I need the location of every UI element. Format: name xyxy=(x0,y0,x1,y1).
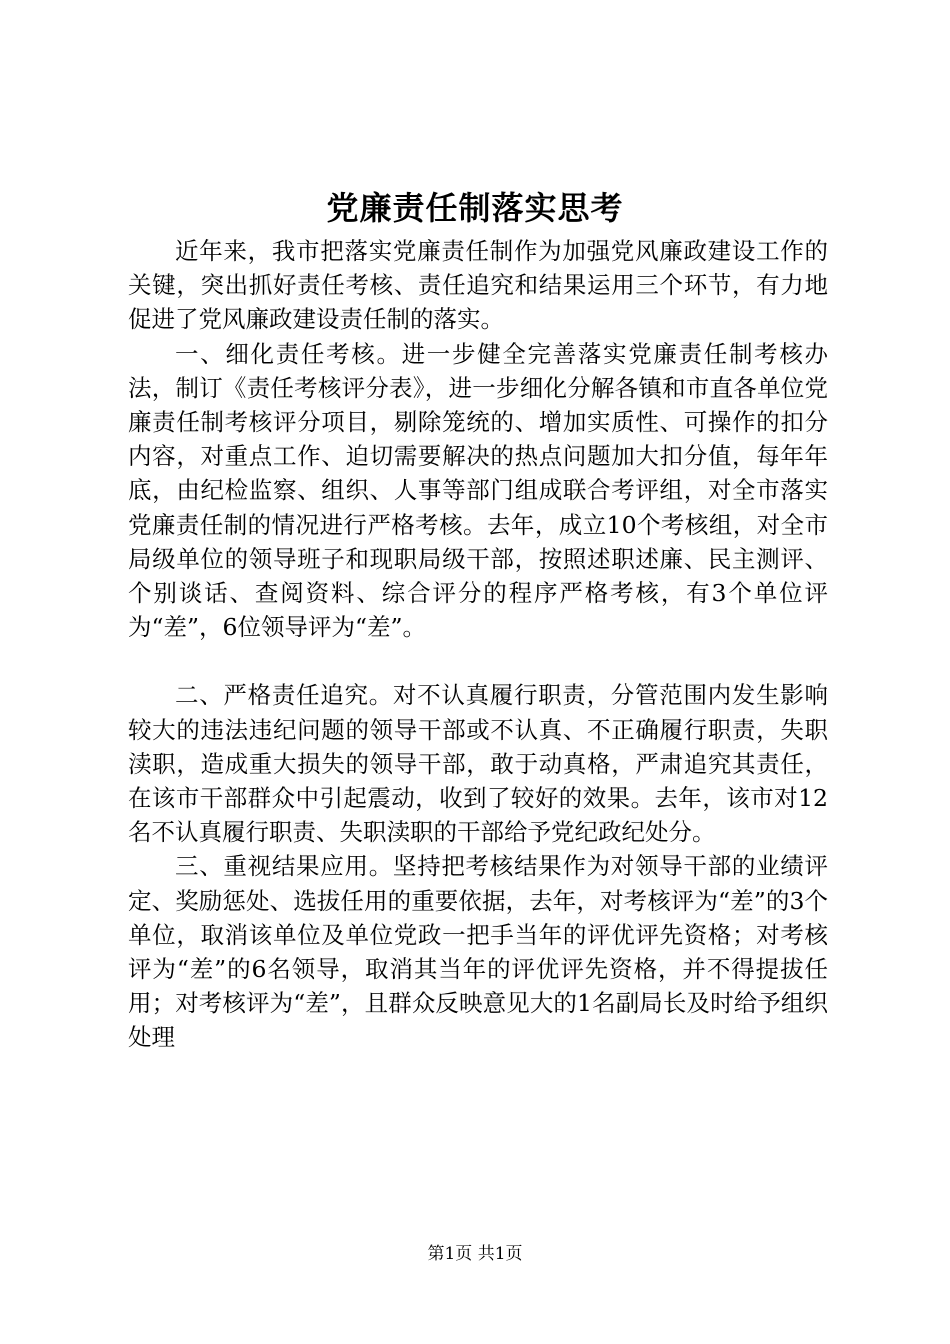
document-title: 党廉责任制落实思考 xyxy=(326,189,624,227)
paragraph-section-2: 二、严格责任追究。对不认真履行职责，分管范围内发生影响较大的违法违纪问题的领导干部或不认真、不正确履行职责，失职渎职，造成重大损失的领导干部，敢于动真格，严肃追究其责任，在该市干部群众中引起震动，收到了较好的效果。去年，该市对12名不认真履行职责、失职渎职的干部给予党纪政纪处分。 xyxy=(128,681,828,847)
paragraph-spacer xyxy=(128,644,828,678)
page-footer: 第1页 共1页 xyxy=(427,1244,523,1264)
paragraph-intro: 近年来，我市把落实党廉责任制作为加强党风廉政建设工作的关键，突出抓好责任考核、责任追究和结果运用三个环节，有力地促进了党风廉政建设责任制的落实。 xyxy=(128,237,828,334)
paragraph-section-3: 三、重视结果应用。坚持把考核结果作为对领导干部的业绩评定、奖励惩处、选拔任用的重要依据，去年，对考核评为“差”的3个单位，取消该单位及单位党政一把手当年的评优评先资格；对考核评为“差”的6名领导，取消其当年的评优评先资格，并不得提拔任用；对考核评为“差”，且群众反映意见大的1名副局长及时给予组织处理 xyxy=(128,852,828,1052)
paragraph-section-1: 一、细化责任考核。进一步健全完善落实党廉责任制考核办法，制订《责任考核评分表》，进一步细化分解各镇和市直各单位党廉责任制考核评分项目，剔除笼统的、增加实质性、可操作的扣分内容，对重点工作、迫切需要解决的热点问题加大扣分值，每年年底，由纪检监察、组织、人事等部门组成联合考评组，对全市落实党廉责任制的情况进行严格考核。去年，成立10个考核组，对全市局级单位的领导班子和现职局级干部，按照述职述廉、民主测评、个别谈话、查阅资料、综合评分的程序严格考核，有3个单位评为“差”，6位领导评为“差”。 xyxy=(128,339,828,642)
document-body xyxy=(128,234,828,1055)
